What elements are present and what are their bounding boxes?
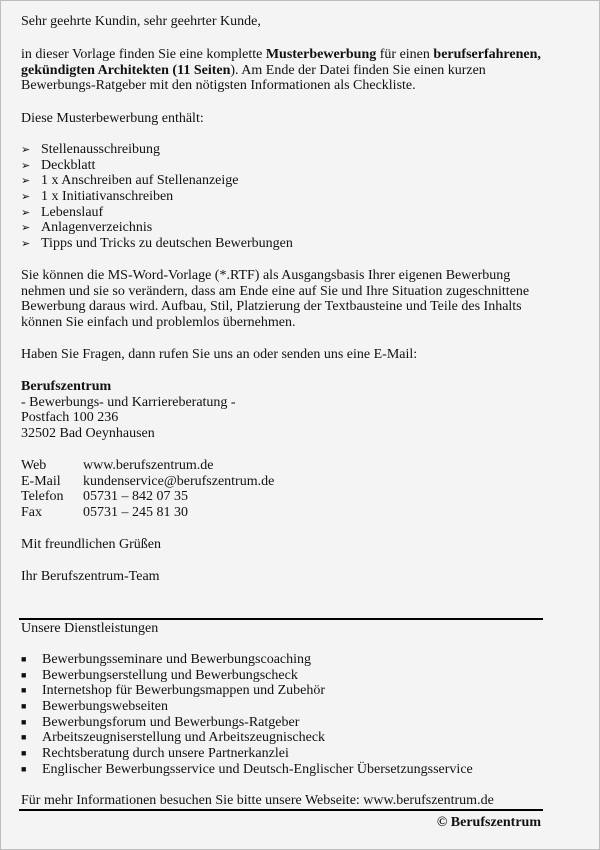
intro-paragraph <box>21 47 541 94</box>
divider-bottom <box>19 809 543 811</box>
intro-text: Bewerbungs-Ratgeber mit den nötigsten Informationen als Checkliste. <box>21 78 416 94</box>
contents-heading: Diese Musterbewerbung enthält: <box>21 111 204 126</box>
more-info: Für mehr Informationen besuchen Sie bitte unsere Webseite: www.berufszentrum.de <box>21 793 494 808</box>
square-bullet-icon: ■ <box>21 748 27 759</box>
list-item <box>0 236 293 252</box>
contact-label: Telefon <box>21 489 64 505</box>
square-bullet-icon: ■ <box>21 685 27 696</box>
list-item <box>21 762 473 778</box>
contact-row-fax <box>21 505 274 521</box>
list-item-text: Tipps und Tricks zu deutschen Bewerbungen <box>41 236 293 252</box>
phone-value: 05731 – 842 07 35 <box>83 489 188 505</box>
list-item <box>0 173 293 189</box>
questions-text: Haben Sie Fragen, dann rufen Sie uns an oder senden uns eine E-Mail: <box>21 347 418 362</box>
list-item <box>0 142 293 158</box>
list-item <box>0 220 293 236</box>
po-box: Postfach 100 236 <box>21 410 119 426</box>
square-bullet-icon: ■ <box>21 716 27 727</box>
contact-label: Web <box>21 458 47 473</box>
intro-text: ). Am Ende der Datei finden Sie einen kurzen <box>230 62 486 78</box>
contents-list <box>0 142 293 252</box>
usage-line: nehmen und sie so verändern, dass am Ende eine auf Sie und Ihre Situation zugeschnittene <box>21 283 530 299</box>
intro-text: für einen <box>376 47 434 62</box>
email-link[interactable]: kundenservice@berufszentrum.de <box>83 473 275 489</box>
square-bullet-icon: ■ <box>21 701 27 712</box>
list-item-text: Bewerbungsseminare und Bewerbungscoaching <box>42 652 312 667</box>
usage-line: Sie können die MS-Word-Vorlage (*.RTF) als Ausgangsbasis Ihrer eigenen Bewerbung <box>21 268 511 283</box>
usage-paragraph <box>21 268 529 331</box>
city: 32502 Bad Oeynhausen <box>21 426 155 442</box>
list-item-text: Englischer Bewerbungsservice und Deutsch-Englischer Übersetzungsservice <box>42 761 473 777</box>
intro-text: in dieser Vorlage finden Sie eine komplette <box>21 47 266 62</box>
intro-bold: berufserfahrenen, <box>433 47 541 62</box>
arrow-bullet-icon: ➢ <box>21 159 31 172</box>
square-bullet-icon: ■ <box>21 732 27 743</box>
services-list <box>21 652 473 778</box>
list-item-text: Bewerbungserstellung und Bewerbungscheck <box>42 667 298 683</box>
contact-row-email <box>21 474 274 490</box>
arrow-bullet-icon: ➢ <box>21 144 31 156</box>
contact-row-web <box>21 458 274 474</box>
signature: Ihr Berufszentrum-Team <box>21 569 160 584</box>
contact-label: E-Mail <box>21 473 61 489</box>
list-item <box>21 715 473 731</box>
list-item <box>21 668 473 684</box>
list-item-text: Rechtsberatung durch unsere Partnerkanzlei <box>42 746 289 762</box>
list-item <box>21 652 473 668</box>
usage-line: können Sie einfach und problemlos übernehmen. <box>21 315 296 331</box>
arrow-bullet-icon: ➢ <box>21 175 31 188</box>
greeting: Sehr geehrte Kundin, sehr geehrter Kunde, <box>21 14 261 29</box>
list-item-text: Stellenausschreibung <box>41 142 160 157</box>
copyright: © Berufszentrum <box>436 815 541 830</box>
list-item-text: Arbeitszeugniserstellung und Arbeitszeugnischeck <box>42 730 326 746</box>
list-item-text: 1 x Anschreiben auf Stellenanzeige <box>41 173 239 189</box>
list-item-text: Internetshop für Bewerbungsmappen und Zubehör <box>42 683 326 699</box>
square-bullet-icon: ■ <box>21 669 27 680</box>
list-item-text: 1 x Initiativanschreiben <box>41 189 174 205</box>
list-item-text: Bewerbungswebseiten <box>42 699 168 715</box>
arrow-bullet-icon: ➢ <box>21 222 31 235</box>
square-bullet-icon: ■ <box>21 763 27 774</box>
list-item <box>0 189 293 205</box>
contact-block <box>21 458 274 521</box>
company-name: Berufszentrum <box>21 379 112 394</box>
list-item-text: Bewerbungsforum und Bewerbungs-Ratgeber <box>42 714 300 730</box>
arrow-bullet-icon: ➢ <box>21 238 31 251</box>
arrow-bullet-icon: ➢ <box>21 191 31 204</box>
list-item <box>21 699 473 715</box>
divider-top <box>19 618 543 620</box>
contact-label: Fax <box>21 505 42 521</box>
list-item-text: Anlagenverzeichnis <box>41 220 153 236</box>
list-item <box>0 158 293 174</box>
intro-bold: Musterbewerbung <box>265 47 377 62</box>
list-item <box>21 683 473 699</box>
closing: Mit freundlichen Grüßen <box>21 537 161 552</box>
list-item-text: Lebenslauf <box>41 204 104 220</box>
arrow-bullet-icon: ➢ <box>21 206 31 219</box>
list-item <box>21 730 473 746</box>
list-item <box>0 205 293 221</box>
contact-row-phone <box>21 489 274 505</box>
square-bullet-icon: ■ <box>21 654 27 664</box>
usage-line: Bewerbung daraus wird. Aufbau, Stil, Platzierung der Textbausteine und Teile des Inhalts <box>21 299 522 315</box>
intro-bold: gekündigten Architekten (11 Seiten <box>21 62 231 78</box>
list-item <box>21 746 473 762</box>
fax-value: 05731 – 245 81 30 <box>83 505 188 521</box>
website-link[interactable]: www.berufszentrum.de <box>83 458 214 473</box>
services-heading: Unsere Dienstleistungen <box>21 621 159 636</box>
company-subtitle: - Bewerbungs- und Karriereberatung - <box>21 394 236 410</box>
list-item-text: Deckblatt <box>41 157 96 173</box>
address-block <box>21 379 236 442</box>
